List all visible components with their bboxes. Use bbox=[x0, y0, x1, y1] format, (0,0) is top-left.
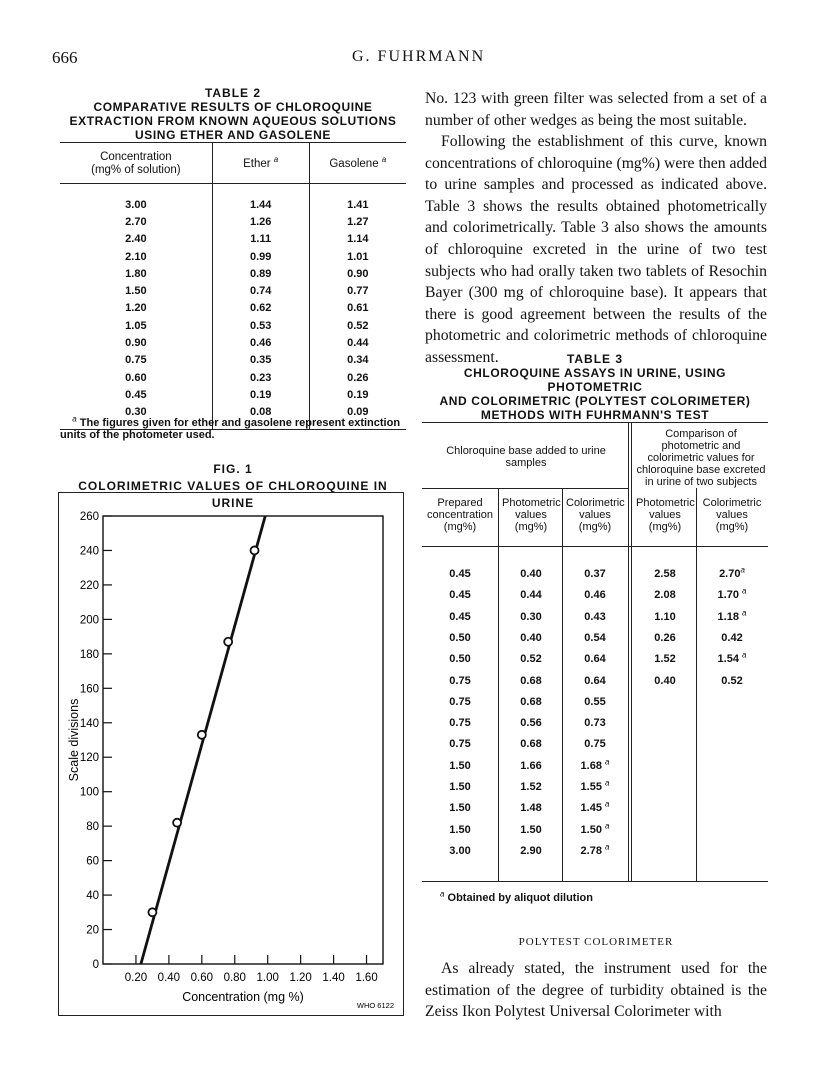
table3-cell bbox=[424, 734, 496, 755]
table-row bbox=[60, 300, 406, 317]
table-row bbox=[60, 265, 406, 282]
table3-cell-value: 1.50 bbox=[520, 823, 542, 836]
table3-cell-value: 1.52 bbox=[654, 653, 676, 666]
footnote-mark: a bbox=[742, 650, 747, 660]
table3-cell-value: 1.50 bbox=[449, 781, 471, 793]
table2-header-ether bbox=[212, 143, 309, 184]
table3 bbox=[422, 422, 768, 882]
table2-cell: 0.46 bbox=[212, 334, 309, 351]
x-tick-label: 1.40 bbox=[322, 972, 345, 984]
table2-cell: 0.52 bbox=[309, 317, 406, 334]
table3-cell-value: 0.75 bbox=[449, 717, 471, 730]
table-row bbox=[60, 213, 406, 230]
table3-cell bbox=[502, 692, 560, 713]
table3-cell bbox=[566, 713, 624, 734]
table2-header-text: Ether bbox=[243, 157, 271, 170]
table3-cell bbox=[424, 564, 496, 585]
y-tick-label: 80 bbox=[86, 821, 99, 834]
table3-cell bbox=[566, 628, 624, 649]
table3-cell bbox=[566, 734, 624, 755]
table3-cell-value: 1.54 bbox=[717, 653, 739, 666]
table3-cell-value: 1.52 bbox=[520, 781, 542, 793]
table3-cell-value: 0.45 bbox=[449, 610, 471, 623]
table3-cell-value: 0.68 bbox=[520, 695, 542, 708]
data-point bbox=[198, 731, 206, 739]
table2-cell: 0.23 bbox=[212, 369, 309, 386]
table3-caption-line: CHLOROQUINE ASSAYS IN URINE, USING PHOTOMETRIC bbox=[463, 366, 727, 394]
table2-cell: 1.44 bbox=[212, 184, 309, 214]
table2-cell: 0.89 bbox=[212, 265, 309, 282]
footnote-mark: a bbox=[605, 757, 610, 767]
table3-col-header: Colorimetric values (mg%) bbox=[702, 497, 762, 533]
table3-cell bbox=[566, 777, 624, 798]
figure1-caption-line: COLORIMETRIC VALUES OF CHLOROQUINE IN URINE bbox=[78, 479, 388, 510]
x-tick-label: 0.40 bbox=[157, 972, 181, 984]
footnote-mark: a bbox=[381, 154, 387, 164]
table3-col-header: Colorimetric values (mg%) bbox=[566, 497, 625, 533]
calibration-line bbox=[141, 516, 265, 964]
table3-cell bbox=[566, 756, 624, 777]
table2-caption-line: USING ETHER AND GASOLENE bbox=[135, 128, 331, 142]
table2 bbox=[60, 142, 406, 430]
table2-cell: 0.09 bbox=[309, 404, 406, 430]
table3-cell bbox=[502, 841, 560, 862]
table3-cell-value: 1.70 bbox=[717, 589, 739, 602]
table3-cell bbox=[424, 671, 496, 692]
table2-cell: 1.05 bbox=[125, 319, 147, 332]
table2-cell: 0.61 bbox=[309, 300, 406, 317]
footnote-mark: a bbox=[605, 820, 610, 830]
table3-cell-value: 1.66 bbox=[520, 759, 542, 772]
table2-cell: 0.26 bbox=[309, 369, 406, 386]
table3-cell bbox=[502, 798, 560, 819]
table2-cell: 0.77 bbox=[309, 282, 406, 299]
body-paragraph-1: No. 123 with green filter was selected from a set of a number of other wedges as being the most suitable. bbox=[425, 90, 767, 129]
table-row bbox=[60, 248, 406, 265]
table2-cell: 1.01 bbox=[309, 248, 406, 265]
table2-cell: 0.44 bbox=[309, 334, 406, 351]
y-tick-label: 140 bbox=[79, 717, 99, 730]
table3-cell bbox=[502, 713, 560, 734]
table3-cell bbox=[502, 820, 560, 841]
table3-cell bbox=[424, 607, 496, 628]
table3-cell bbox=[636, 628, 694, 649]
figure1-caption-line: FIG. 1 bbox=[213, 462, 253, 476]
table3-cell bbox=[424, 585, 496, 606]
table3-cell-value: 0.50 bbox=[449, 631, 471, 644]
table2-cell: 2.40 bbox=[125, 233, 147, 246]
table2-cell: 0.62 bbox=[212, 300, 309, 317]
table3-cell-value: 0.54 bbox=[584, 631, 606, 644]
table3-cell bbox=[636, 585, 694, 606]
table3-cell-value: 0.26 bbox=[654, 631, 676, 644]
y-tick-label: 0 bbox=[92, 959, 99, 971]
table3-cell bbox=[502, 564, 560, 585]
table3-cell-value: 1.68 bbox=[580, 759, 602, 772]
y-tick-label: 160 bbox=[79, 683, 99, 696]
table3-cell bbox=[636, 671, 694, 692]
y-tick-label: 20 bbox=[86, 924, 99, 937]
table3-cell-value: 0.50 bbox=[449, 653, 471, 666]
table2-cell: 1.20 bbox=[125, 302, 147, 315]
table-row bbox=[60, 334, 406, 351]
x-axis-label: Concentration (mg %) bbox=[182, 990, 304, 1004]
table3-cell-value: 0.64 bbox=[584, 653, 606, 666]
table3-cell bbox=[424, 713, 496, 734]
table3-cell-value: 1.55 bbox=[580, 781, 602, 793]
x-tick-label: 1.60 bbox=[355, 972, 378, 984]
table3-cell-value: 1.50 bbox=[449, 802, 471, 815]
table2-header-text: (mg% of solution) bbox=[91, 164, 181, 176]
data-point bbox=[251, 546, 259, 554]
table3-col-rule bbox=[498, 488, 499, 882]
table3-cell bbox=[636, 564, 694, 585]
table2-cell: 0.30 bbox=[60, 404, 212, 430]
table3-col-rule bbox=[562, 488, 563, 882]
table2-cell: 0.90 bbox=[125, 337, 147, 350]
table2-footnote bbox=[60, 414, 406, 441]
table3-cell-value: 1.50 bbox=[449, 759, 471, 772]
table3-cell-value: 0.44 bbox=[520, 589, 542, 602]
table2-header-gasolene bbox=[309, 143, 406, 184]
table3-cell bbox=[566, 820, 624, 841]
table2-header-concentration bbox=[60, 143, 212, 184]
x-tick-label: 1.20 bbox=[289, 972, 312, 984]
table2-cell: 0.53 bbox=[212, 317, 309, 334]
table3-cell bbox=[424, 692, 496, 713]
table3-cell bbox=[700, 585, 764, 606]
table3-cell-value: 1.10 bbox=[654, 610, 676, 623]
data-point bbox=[224, 638, 232, 646]
table2-cell: 1.14 bbox=[309, 231, 406, 248]
table3-caption-line: AND COLORIMETRIC (POLYTEST COLORIMETER) bbox=[439, 394, 751, 408]
y-axis-label: Scale divisions bbox=[67, 698, 81, 782]
x-tick-label: 0.60 bbox=[190, 972, 214, 984]
table3-cell-value: 0.75 bbox=[449, 674, 471, 687]
table3-cell-value: 1.50 bbox=[580, 823, 602, 836]
table3-cell bbox=[502, 777, 560, 798]
table3-cell-value: 0.45 bbox=[449, 568, 471, 580]
table2-cell: 0.74 bbox=[212, 282, 309, 299]
footnote-mark: a bbox=[740, 565, 745, 575]
table3-cell bbox=[502, 607, 560, 628]
footnote-mark: a bbox=[742, 607, 747, 617]
table2-cell: 0.75 bbox=[125, 354, 147, 367]
table3-cell-value: 0.40 bbox=[520, 631, 542, 644]
x-tick-label: 0.20 bbox=[124, 972, 148, 984]
footnote-mark: a bbox=[742, 586, 747, 596]
table2-cell: 1.26 bbox=[212, 213, 309, 230]
table2-cell: 0.60 bbox=[125, 371, 147, 384]
y-tick-label: 240 bbox=[79, 545, 99, 558]
table2-cell: 0.19 bbox=[309, 386, 406, 403]
table3-cell bbox=[566, 798, 624, 819]
table3-cell-value: 0.46 bbox=[584, 589, 606, 602]
table3-cell-value: 0.64 bbox=[584, 674, 606, 687]
table3-cell bbox=[502, 585, 560, 606]
table3-cell-value: 2.08 bbox=[654, 589, 676, 602]
running-head: G. FUHRMANN bbox=[352, 48, 486, 65]
table2-cell: 0.35 bbox=[212, 352, 309, 369]
y-tick-label: 180 bbox=[79, 648, 99, 661]
table3-caption-line: TABLE 3 bbox=[566, 352, 624, 366]
table2-cell: 2.10 bbox=[125, 250, 147, 263]
footnote-mark: a bbox=[273, 154, 279, 164]
table3-caption bbox=[422, 352, 768, 422]
table3-cell bbox=[502, 628, 560, 649]
table3-cell bbox=[700, 628, 764, 649]
table2-cell: 0.08 bbox=[212, 404, 309, 430]
table3-cell-value: 0.30 bbox=[520, 610, 542, 623]
table3-cell bbox=[566, 841, 624, 862]
table3-group-header-excreted: Comparison of photometric and colorimetric values for chloroquine base excreted in urine of two subjects bbox=[636, 428, 766, 488]
y-tick-label: 120 bbox=[79, 752, 99, 765]
footnote-mark: a bbox=[72, 414, 77, 424]
table2-cell: 1.11 bbox=[212, 231, 309, 248]
body-paragraph-3: As already stated, the instrument used for the estimation of the degree of turbidity obtained is the Zeiss Ikon Polytest Universal Colorimeter with bbox=[425, 960, 767, 1021]
table3-cell-value: 0.56 bbox=[520, 717, 542, 730]
table3-footnote-text: Obtained by aliquot dilution bbox=[447, 892, 593, 904]
table-row bbox=[60, 231, 406, 248]
table3-caption-line: METHODS WITH FUHRMANN'S TEST bbox=[480, 408, 710, 422]
table-row bbox=[60, 386, 406, 403]
table3-cell bbox=[502, 756, 560, 777]
table3-col-rule bbox=[696, 488, 697, 882]
table3-cell bbox=[502, 671, 560, 692]
table3-cell-value: 0.73 bbox=[584, 717, 606, 730]
table3-cell-value: 2.78 bbox=[580, 844, 602, 857]
table3-cell-value: 0.52 bbox=[520, 653, 542, 666]
table3-cell bbox=[424, 777, 496, 798]
table3-cell bbox=[636, 649, 694, 670]
table-row bbox=[60, 369, 406, 386]
y-tick-label: 100 bbox=[79, 786, 99, 799]
page-number: 666 bbox=[52, 48, 78, 67]
table3-cell-value: 0.52 bbox=[721, 674, 743, 687]
table3-cell-value: 0.75 bbox=[449, 695, 471, 708]
table2-caption bbox=[60, 86, 406, 142]
table3-cell-value: 1.50 bbox=[449, 823, 471, 836]
table-row bbox=[60, 282, 406, 299]
section-heading: POLYTEST COLORIMETER bbox=[518, 936, 674, 948]
table3-cell-value: 0.68 bbox=[520, 674, 542, 687]
table3-rule-bottom bbox=[422, 881, 768, 882]
y-tick-label: 220 bbox=[79, 579, 99, 592]
y-tick-label: 60 bbox=[86, 855, 99, 868]
table2-footnote-text: The figures given for ether and gasolene represent extinction units of the photometer used. bbox=[60, 417, 401, 441]
table-row bbox=[60, 317, 406, 334]
table3-cell bbox=[566, 692, 624, 713]
table2-cell: 1.50 bbox=[125, 285, 147, 298]
table3-cell-value: 1.45 bbox=[580, 802, 602, 815]
table3-cell bbox=[636, 607, 694, 628]
x-tick-label: 0.80 bbox=[223, 972, 246, 984]
table3-cell-value: 0.45 bbox=[449, 589, 471, 602]
table3-cell bbox=[566, 607, 624, 628]
table3-cell-value: 0.75 bbox=[584, 738, 606, 751]
table3-footnote bbox=[440, 889, 593, 904]
table2-cell: 1.80 bbox=[125, 267, 147, 280]
x-tick-label: 1.00 bbox=[256, 972, 279, 984]
table3-cell bbox=[566, 564, 624, 585]
table3-cell-value: 3.00 bbox=[449, 844, 471, 857]
footnote-mark: a bbox=[605, 842, 610, 852]
table3-cell bbox=[502, 734, 560, 755]
table3-cell bbox=[424, 841, 496, 862]
table-row bbox=[60, 352, 406, 369]
table3-group-header-added: Chloroquine base added to urine samples bbox=[446, 445, 606, 469]
table2-cell: 0.19 bbox=[212, 386, 309, 403]
table3-cell-value: 2.90 bbox=[520, 844, 542, 857]
table3-col-header: Photometric values (mg%) bbox=[636, 497, 695, 533]
table3-cell-value: 0.37 bbox=[584, 568, 606, 580]
table3-rule-top bbox=[422, 422, 768, 423]
table3-cell-value: 0.40 bbox=[654, 674, 676, 687]
table3-double-rule bbox=[628, 422, 629, 882]
table3-cell bbox=[700, 649, 764, 670]
table3-cell bbox=[700, 607, 764, 628]
table2-cell: 1.41 bbox=[309, 184, 406, 214]
table2-header-text: Concentration bbox=[100, 151, 172, 163]
table3-cell-value: 0.55 bbox=[584, 695, 606, 708]
table3-cell bbox=[424, 798, 496, 819]
table3-cell-value: 0.43 bbox=[584, 610, 606, 623]
table3-cell-value: 1.48 bbox=[520, 802, 542, 815]
table2-cell: 0.99 bbox=[212, 248, 309, 265]
footnote-mark: a bbox=[605, 799, 610, 809]
table2-caption-line: TABLE 2 bbox=[204, 86, 262, 100]
table3-cell bbox=[502, 649, 560, 670]
table3-cell bbox=[700, 671, 764, 692]
table3-cell bbox=[424, 628, 496, 649]
table3-cell-value: 0.75 bbox=[449, 738, 471, 751]
table3-cell bbox=[424, 820, 496, 841]
table2-cell: 0.90 bbox=[309, 265, 406, 282]
table2-header-text: Gasolene bbox=[329, 157, 379, 170]
table3-cell-value: 0.68 bbox=[520, 738, 542, 751]
table3-cell bbox=[566, 671, 624, 692]
table3-cell bbox=[700, 564, 764, 585]
table2-cell: 2.70 bbox=[125, 215, 147, 228]
table3-cell-value: 1.18 bbox=[717, 610, 739, 623]
table3-double-rule bbox=[631, 422, 632, 882]
footnote-mark: a bbox=[605, 778, 610, 788]
data-point bbox=[173, 819, 181, 827]
footnote-mark: a bbox=[440, 889, 445, 899]
table-row bbox=[60, 184, 406, 214]
table3-cell bbox=[424, 649, 496, 670]
table3-rule-group bbox=[422, 488, 628, 489]
chart-plot-area bbox=[103, 516, 383, 964]
table3-cell-value: 0.40 bbox=[520, 568, 542, 580]
table3-col-header: Prepared concentration (mg%) bbox=[426, 497, 494, 533]
table3-cell-value: 0.42 bbox=[721, 631, 743, 644]
y-tick-label: 40 bbox=[86, 890, 99, 903]
table3-rule-header bbox=[422, 546, 768, 547]
table3-cell-value: 2.70 bbox=[719, 568, 741, 580]
table2-caption-line: EXTRACTION FROM KNOWN AQUEOUS SOLUTIONS bbox=[69, 114, 397, 128]
y-tick-label: 260 bbox=[79, 511, 99, 523]
table2-caption-line: COMPARATIVE RESULTS OF CHLOROQUINE bbox=[93, 100, 373, 114]
chart-frame bbox=[59, 493, 404, 1016]
body-paragraph-2: Following the establishment of this curve, known concentrations of chloroquine (mg%) were then added to urine samples and processed as indicated above. Table 3 shows the results obtained photometrically and colorimetrically. Table 3 also shows the amounts of chloroquine excreted in the urine of two test subjects who had orally taken two tablets of Resochin Bayer (300 mg of chloroquine base). It appears that there is good agreement between the results of the photometric and colorimetric methods of chloroquine assessment. bbox=[425, 133, 767, 366]
table2-cell: 0.34 bbox=[309, 352, 406, 369]
table2-cell: 1.27 bbox=[309, 213, 406, 230]
table3-cell-value: 2.58 bbox=[654, 568, 676, 580]
table3-cell bbox=[566, 585, 624, 606]
y-tick-label: 200 bbox=[79, 614, 99, 627]
data-point bbox=[148, 908, 156, 916]
table2-cell: 0.45 bbox=[125, 388, 147, 401]
table3-col-header: Photometric values (mg%) bbox=[502, 497, 561, 533]
figure1-chart bbox=[58, 492, 404, 1016]
table2-cell: 3.00 bbox=[125, 198, 147, 211]
table3-cell bbox=[566, 649, 624, 670]
figure-credit: WHO 6122 bbox=[356, 1001, 394, 1010]
table3-cell bbox=[424, 756, 496, 777]
